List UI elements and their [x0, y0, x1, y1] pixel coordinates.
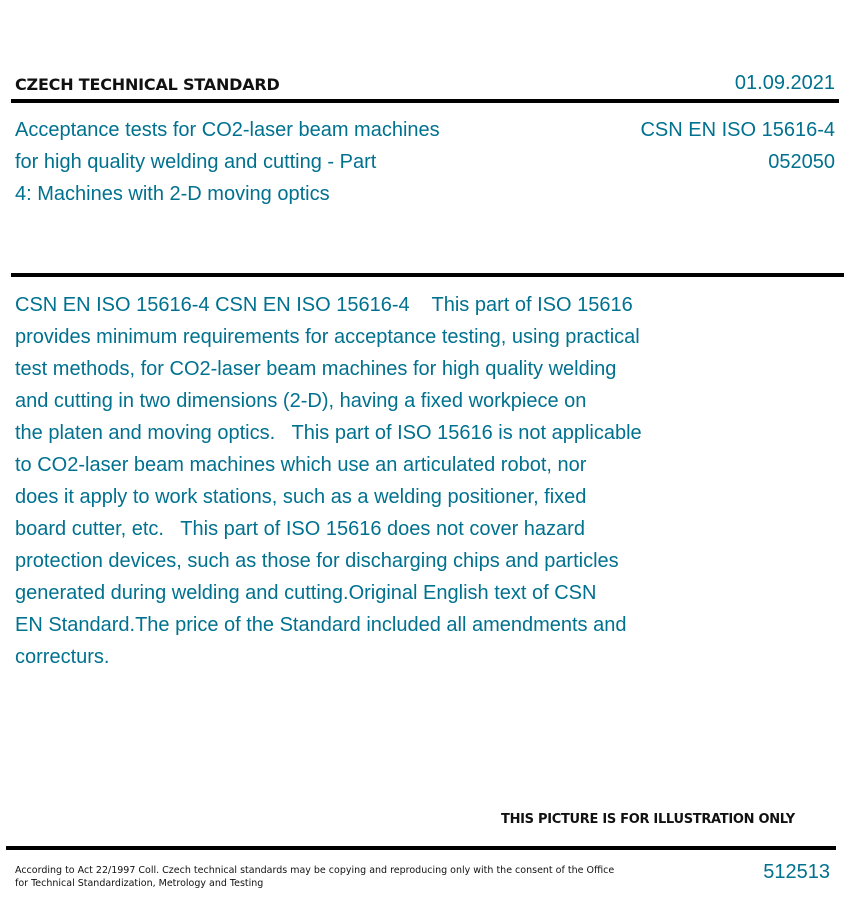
title-line: Acceptance tests for CO2-laser beam machines	[15, 119, 440, 141]
document-number: 512513	[763, 861, 830, 883]
standard-type-label: CZECH TECHNICAL STANDARD	[15, 75, 280, 94]
abstract-line: EN Standard.The price of the Standard included all amendments and	[15, 614, 627, 636]
footer-divider	[6, 846, 836, 850]
abstract-line: provides minimum requirements for acceptance testing, using practical	[15, 326, 640, 348]
legal-line: According to Act 22/1997 Coll. Czech technical standards may be copying and reproducing only with the consent of the Office	[15, 865, 615, 876]
classification-code: 052050	[768, 151, 835, 173]
abstract-line: correcturs.	[15, 646, 110, 668]
header-divider	[11, 99, 839, 103]
title-divider	[11, 273, 844, 277]
publication-date: 01.09.2021	[734, 72, 835, 94]
standard-title	[15, 114, 485, 210]
abstract-line: test methods, for CO2-laser beam machines for high quality welding	[15, 358, 617, 380]
legal-notice	[15, 864, 615, 890]
abstract-line: protection devices, such as those for discharging chips and particles	[15, 550, 619, 572]
title-line: 4: Machines with 2-D moving optics	[15, 183, 330, 205]
standard-code: CSN EN ISO 15616-4	[640, 119, 835, 141]
title-line: for high quality welding and cutting - Part	[15, 151, 377, 173]
abstract-line: CSN EN ISO 15616-4 CSN EN ISO 15616-4 This part of ISO 15616	[15, 294, 633, 316]
abstract-text	[15, 289, 705, 673]
standard-codes	[640, 114, 835, 178]
illustration-notice: THIS PICTURE IS FOR ILLUSTRATION ONLY	[501, 812, 795, 827]
abstract-line: generated during welding and cutting.Original English text of CSN	[15, 582, 597, 604]
abstract-line: to CO2-laser beam machines which use an articulated robot, nor	[15, 454, 587, 476]
abstract-line: the platen and moving optics. This part of ISO 15616 is not applicable	[15, 422, 642, 444]
abstract-line: and cutting in two dimensions (2-D), having a fixed workpiece on	[15, 390, 587, 412]
legal-line: for Technical Standardization, Metrology and Testing	[15, 878, 264, 889]
abstract-line: does it apply to work stations, such as a welding positioner, fixed	[15, 486, 587, 508]
abstract-line: board cutter, etc. This part of ISO 15616 does not cover hazard	[15, 518, 585, 540]
